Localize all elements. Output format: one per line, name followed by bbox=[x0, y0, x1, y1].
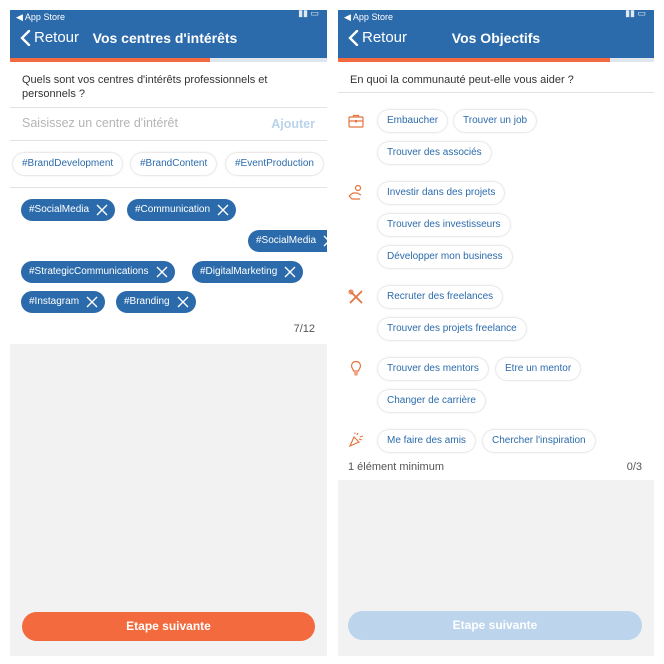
close-icon[interactable] bbox=[156, 266, 168, 278]
objective-chip[interactable]: Trouver des projets freelance bbox=[378, 318, 526, 340]
page-title: Vos Objectifs bbox=[451, 30, 541, 46]
objective-chip[interactable]: Investir dans des projets bbox=[378, 182, 504, 204]
back-label: Retour bbox=[34, 29, 80, 46]
objectives-panel bbox=[338, 62, 654, 480]
selected-tag[interactable] bbox=[21, 261, 175, 283]
interest-input[interactable] bbox=[20, 115, 254, 131]
objective-chip[interactable]: Changer de carrière bbox=[378, 390, 485, 412]
add-button[interactable]: Ajouter bbox=[271, 117, 315, 131]
interest-input-row bbox=[10, 107, 327, 141]
briefcase-icon bbox=[348, 113, 364, 129]
divider bbox=[10, 187, 327, 188]
selected-tag-label: #Branding bbox=[124, 296, 170, 307]
close-icon[interactable] bbox=[323, 235, 327, 247]
selected-tag-label: #Communication bbox=[135, 204, 211, 215]
objective-chip[interactable]: Trouver des investisseurs bbox=[378, 214, 510, 236]
objective-chip[interactable]: Développer mon business bbox=[378, 246, 512, 268]
lightbulb-icon bbox=[348, 360, 364, 376]
selected-tag[interactable] bbox=[127, 199, 236, 221]
objective-chip[interactable]: Chercher l'inspiration bbox=[483, 430, 595, 452]
chevron-left-icon bbox=[20, 30, 31, 46]
nav-bar bbox=[338, 10, 654, 58]
tools-icon bbox=[348, 289, 364, 305]
selected-tag[interactable] bbox=[21, 199, 115, 221]
hand-coin-icon bbox=[348, 184, 364, 200]
objective-counter: 0/3 bbox=[626, 461, 642, 473]
selected-tag[interactable] bbox=[116, 291, 196, 313]
close-icon[interactable] bbox=[217, 204, 229, 216]
objective-chip[interactable]: Trouver des associés bbox=[378, 142, 491, 164]
selected-tag[interactable] bbox=[192, 261, 303, 283]
suggestion-chip[interactable]: #BrandContent bbox=[131, 153, 216, 175]
question-text: En quoi la communauté peut-elle vous aider ? bbox=[350, 74, 574, 86]
interests-screen bbox=[10, 10, 327, 656]
close-icon[interactable] bbox=[96, 204, 108, 216]
objective-chip[interactable]: Trouver un job bbox=[454, 110, 536, 132]
next-step-button[interactable]: Etape suivante bbox=[348, 611, 642, 640]
selected-tag[interactable] bbox=[248, 230, 327, 252]
objective-chip[interactable]: Etre un mentor bbox=[496, 358, 580, 380]
selected-tag-label: #DigitalMarketing bbox=[200, 266, 278, 277]
status-bar-carrier: ◀ App Store bbox=[344, 12, 393, 22]
question-text: Quels sont vos centres d'intérêts professionnels et personnels ? bbox=[22, 74, 268, 100]
selected-tag[interactable] bbox=[21, 291, 105, 313]
objective-chip[interactable]: Trouver des mentors bbox=[378, 358, 488, 380]
selected-tag-label: #SocialMedia bbox=[29, 204, 90, 215]
suggestion-chip[interactable]: #EventProduction bbox=[226, 153, 323, 175]
status-bar-right: ▮▮ ▭ bbox=[298, 10, 319, 18]
status-bar-right: ▮▮ ▭ bbox=[625, 10, 646, 18]
objectives-screen bbox=[338, 10, 654, 656]
objective-chip[interactable]: Recruter des freelances bbox=[378, 286, 502, 308]
selected-tag-label: #SocialMedia bbox=[256, 235, 317, 246]
selected-tag-label: #Instagram bbox=[29, 296, 80, 307]
party-popper-icon bbox=[348, 432, 364, 448]
selected-tag-label: #StrategicCommunications bbox=[29, 266, 149, 277]
objective-chip[interactable]: Me faire des amis bbox=[378, 430, 475, 452]
interests-panel bbox=[10, 62, 327, 344]
close-icon[interactable] bbox=[86, 296, 98, 308]
back-label: Retour bbox=[362, 29, 408, 46]
tag-counter: 7/12 bbox=[293, 323, 315, 335]
divider bbox=[338, 92, 654, 93]
status-bar-carrier: ◀ App Store bbox=[16, 12, 65, 22]
close-icon[interactable] bbox=[177, 296, 189, 308]
close-icon[interactable] bbox=[284, 266, 296, 278]
suggestion-chip[interactable]: #BrandDevelopment bbox=[13, 153, 122, 175]
minimum-hint: 1 élément minimum bbox=[348, 461, 444, 473]
page-title: Vos centres d'intérêts bbox=[92, 30, 238, 46]
objective-chip[interactable]: Embaucher bbox=[378, 110, 447, 132]
next-step-button[interactable]: Etape suivante bbox=[22, 612, 315, 641]
nav-bar bbox=[10, 10, 327, 58]
